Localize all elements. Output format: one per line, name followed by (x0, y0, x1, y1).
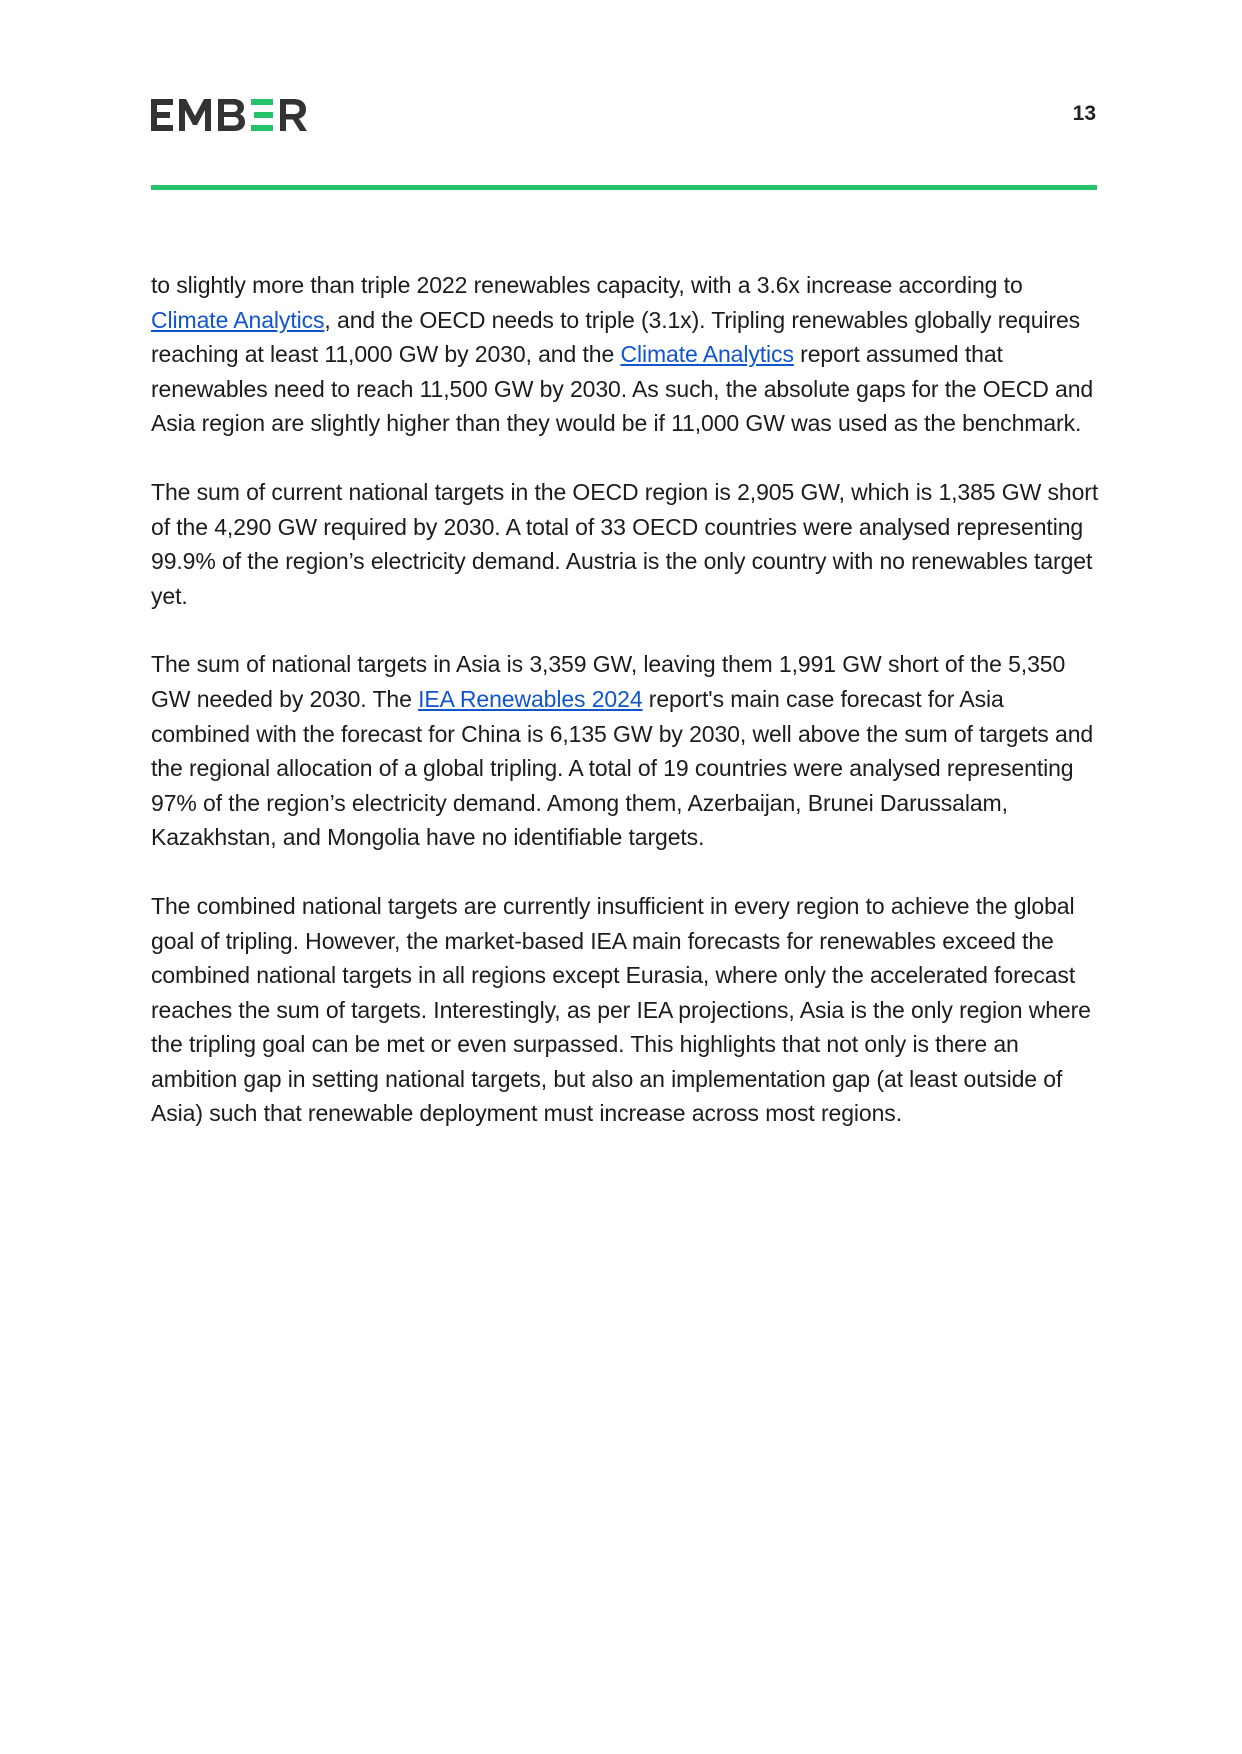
paragraph-4: The combined national targets are currently insufficient in every region to achieve the global goal of tripling. However, the market-based IEA main forecasts for renewables exceed the combined national targets in all regions except Eurasia, where only the accelerated forecast reaches the sum of targets. Interestingly, as per IEA projections, Asia is the only region where the tripling goal can be met or even surpassed. This highlights that not only is there an ambition gap in setting national targets, but also an implementation gap (at least outside of Asia) such that renewable deployment must increase across most regions. (151, 892, 1091, 1127)
paragraph-3-text-b: report's main case forecast for Asia combined with the forecast for China is 6,135 GW by 2030, well above the sum of targets and the regional allocation of a global tripling. A total of 19 countries were analysed representing 97% of the region’s electricity demand. Among them, Azerbaijan, Brunei Darussalam, Kazakhstan, and Mongolia have no identifiable targets. (151, 685, 1094, 851)
page-number: 13 (1072, 102, 1096, 125)
paragraph-1-text-a: to slightly more than triple 2022 renewables capacity, with a 3.6x increase according to (151, 272, 1023, 298)
paragraph-3-text-a: The sum of national targets in Asia is 3,359 GW, leaving them 1,991 GW short of the 5,350 GW needed by 2030. The (151, 651, 1066, 712)
paragraph-1 (151, 268, 1101, 441)
paragraph-1-text-c: report assumed that renewables need to reach 11,500 GW by 2030. As such, the absolute gaps for the OECD and Asia region are slightly higher than they would be if 11,000 GW was used as the benchmark. (151, 341, 1094, 437)
paragraph-3 (151, 647, 1101, 855)
paragraph-2: The sum of current national targets in the OECD region is 2,905 GW, which is 1,385 GW short of the 4,290 GW required by 2030. A total of 33 OECD countries were analysed representing 99.9% of the region’s electricity demand. Austria is the only country with no renewables target yet. (151, 478, 1099, 609)
header-divider (151, 185, 1097, 190)
ember-logo (151, 96, 311, 134)
ember-logo-mark (151, 96, 311, 134)
paragraph-1-text-b: , and the OECD needs to triple (3.1x). Tripling renewables globally requires reaching at least 11,000 GW by 2030, and the (151, 306, 1081, 368)
body-text (151, 268, 1101, 1165)
climate-analytics-link-2[interactable]: Climate Analytics (620, 341, 794, 368)
iea-renewables-2024-link[interactable]: IEA Renewables 2024 (418, 685, 643, 712)
climate-analytics-link-1[interactable]: Climate Analytics (151, 306, 325, 333)
